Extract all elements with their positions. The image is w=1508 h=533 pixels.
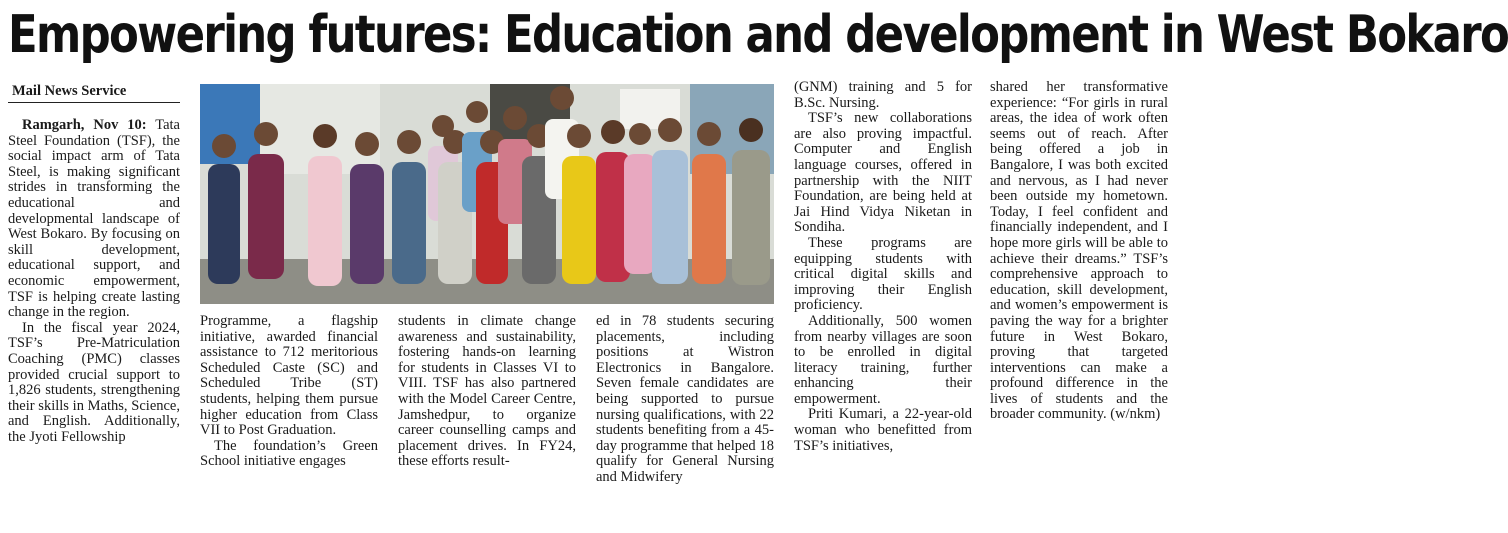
col3-paragraph-1: students in climate change awareness and sustainability, fostering hands-on learning for students in Classes VI to VIII. TSF has also partnered with the Model Career Centre, Jamshedpur, to organize career counselling camps and placement drives. In FY24, these efforts result- [398,313,576,470]
byline: Mail News Service [12,83,127,99]
col6-paragraph-1: shared her transformative experience: “For girls in rural areas, the idea of work often seems out of reach. After being offered a job in Bangalore, I was both excited and nervous, as I had never been outside my hometown. Today, I feel confident and financially independent, and I hope more girls will be able to achieve their dreams.” TSF’s comprehensive approach to education, skill development, and women’s empowerment is paving the way for a brighter future in West Bokaro, proving that targeted interventions can make a profound difference in the lives of students and the broader community. (w/nkm) [990,79,1168,423]
col5-paragraph-5: Priti Kumari, a 22-year-old woman who benefitted from TSF’s initiatives, [794,406,972,454]
col2-paragraph-1: Programme, a flagship initiative, awarded financial assistance to 712 meritorious Scheduled Caste (SC) and Scheduled Tribe (ST) students, helping them pursue higher education from Class VII to Post Graduation. [200,313,378,439]
group-photo-illustration [200,84,774,304]
column-5 [794,80,972,454]
dateline: Ramgarh, Nov 10: [22,117,147,133]
col5-paragraph-4: Additionally, 500 women from nearby villages are soon to be enrolled in digital literacy training, further enhancing their empowerment. [794,312,972,407]
col5-paragraph-2: TSF’s new collaborations are also proving impactful. Computer and English language courses, offered in partnership with the NIIT Foundation, are being held at Jai Hind Vidya Niketan in Sondiha. [794,110,972,236]
col5-paragraph-3: These programs are equipping students with critical digital skills and improving their English proficiency. [794,234,972,314]
col1-paragraph-1 [8,118,180,321]
column-3 [398,314,576,470]
col4-paragraph-1: ed in 78 students securing placements, including positions at Wistron Electronics in Bangalore. Seven female candidates are being supported to pursue nursing qualifications, with 22 students benefiting from a 45-day programme that helped 18 qualify for General Nursing and Midwifery [596,313,774,485]
column-1 [8,118,180,445]
col2-paragraph-2: The foundation’s Green School initiative engages [200,437,378,470]
col5-paragraph-1: (GNM) training and 5 for B.Sc. Nursing. [794,79,972,111]
group-photo [200,84,774,304]
column-4 [596,314,774,486]
col1-paragraph-1-text: Tata Steel Foundation (TSF), the social impact arm of Tata Steel, is making significant strides in transforming the educational and developmental landscape of West Bokaro. By focusing on skill development, educational support, and economic empowerment, TSF is helping create lasting change in the region. [8,117,180,321]
col1-paragraph-2: In the fiscal year 2024, TSF’s Pre-Matriculation Coaching (PMC) classes provided crucial support to 1,826 students, strengthening their skills in Maths, Science, and English. Additionally, the Jyoti Fellowship [8,319,180,445]
column-6 [990,80,1168,423]
column-2 [200,314,378,470]
byline-box [8,80,180,103]
headline: Empowering futures: Education and development in West Bokaro [8,5,1508,65]
